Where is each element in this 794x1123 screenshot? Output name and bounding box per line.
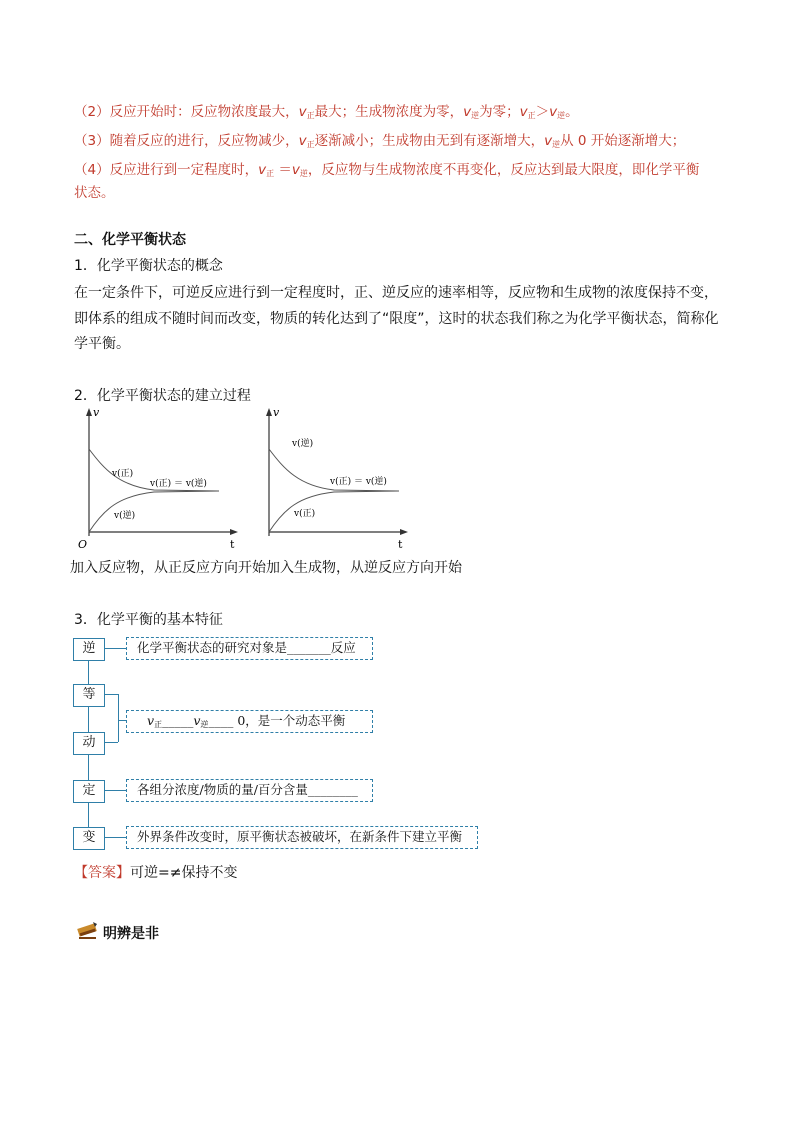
equal-label: v(正) ＝ v(逆): [330, 477, 387, 487]
section-heading: 二、化学平衡状态: [74, 232, 186, 248]
lower-curve-label: v(逆): [114, 511, 136, 521]
pencil-ruler-icon: [76, 920, 98, 940]
feature-desc-change: 外界条件改变时，原平衡状态被破坏，在新条件下建立平衡: [126, 826, 478, 849]
brace-connector: [118, 720, 126, 721]
feature-key-equal: 等: [73, 684, 105, 707]
item-3-text: （3）随着反应的进行，反应物减少，$v_正$逐渐减小；生成物由无到有逐渐增大，$v_逆$从 0 开始逐渐增大；: [74, 133, 686, 149]
x-axis-label: t: [230, 538, 235, 551]
concept-line-2: 即体系的组成不随时间而改变，物质的转化达到了“限度”，这时的状态我们称之为化学平衡状态，简称化: [74, 311, 719, 327]
feature-desc-reverse: 化学平衡状态的研究对象是_______反应: [126, 637, 373, 660]
feature-key-fixed: 定: [73, 780, 105, 803]
forward-rate-curve: [269, 491, 399, 532]
x-axis-arrow: [400, 529, 408, 535]
y-axis-arrow: [266, 408, 272, 416]
y-axis-label: v: [93, 406, 100, 419]
feature-key-reverse: 逆: [73, 638, 105, 661]
reverse-rate-curve: [89, 491, 219, 532]
feature-desc-fixed: 各组分浓度/物质的量/百分含量________: [126, 779, 373, 802]
x-axis-label: t: [398, 538, 403, 551]
process-title: 2．化学平衡状态的建立过程: [74, 388, 251, 404]
answer-line: [74, 862, 237, 882]
upper-curve-label: v(正): [112, 469, 134, 479]
answer-tag: 【答案】: [74, 865, 130, 881]
feature-desc-equal-dynamic: $v_正\_\_\_\_\_v_逆\_\_\_\_$ 0，是一个动态平衡: [126, 710, 373, 733]
connector-fixed: [104, 790, 126, 791]
lower-curve-label: v(正): [294, 509, 316, 519]
feature-key-change: 变: [73, 827, 105, 850]
rate-graph-reverse: [254, 404, 414, 552]
y-axis-arrow: [86, 408, 92, 416]
item-4-text: （4）反应进行到一定程度时，$v_正 =v_逆$，反应物与生成物浓度不再变化，反应达到最大限度，即化学平衡: [74, 162, 700, 178]
equal-label: v(正) ＝ v(逆): [150, 479, 207, 489]
features-title: 3．化学平衡的基本特征: [74, 612, 223, 628]
feature-key-dynamic: 动: [73, 732, 105, 755]
concept-title: 1．化学平衡状态的概念: [74, 258, 223, 274]
connector-change: [104, 837, 126, 838]
answer-text: 可逆=≠保持不变: [130, 865, 238, 881]
item-4-text-line2: 状态。: [74, 185, 115, 201]
concept-line-1: 在一定条件下，可逆反应进行到一定程度时，正、逆反应的速率相等，反应物和生成物的浓度保持不变，: [74, 285, 718, 301]
x-axis-arrow: [230, 529, 238, 535]
judge-title: 明辨是非: [103, 926, 159, 942]
item-2-text: （2）反应开始时：反应物浓度最大，$v_正$最大；生成物浓度为零，$v_逆$为零；$v_正>v_逆$。: [74, 104, 579, 120]
brace-bottom: [104, 742, 118, 743]
graph-caption: 加入反应物，从正反应方向开始加入生成物，从逆反应方向开始: [70, 560, 462, 576]
connector-reverse: [104, 648, 126, 649]
y-axis-label: v: [273, 406, 280, 419]
brace-vertical: [118, 694, 119, 742]
rate-graph-forward: [74, 404, 244, 552]
origin-label: O: [78, 538, 88, 551]
upper-curve-label: v(逆): [292, 439, 314, 449]
brace-top: [104, 694, 118, 695]
concept-line-3: 学平衡。: [74, 336, 130, 352]
